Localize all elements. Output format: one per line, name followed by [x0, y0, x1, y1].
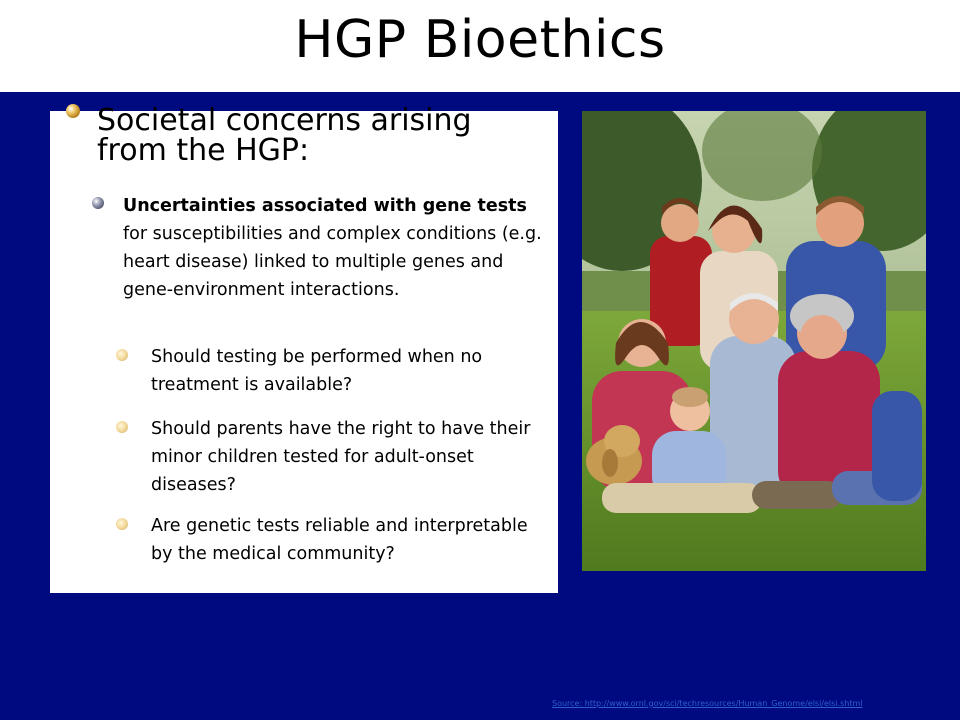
level3-bullet-icon: [116, 421, 128, 433]
level2-bullet-icon: [92, 197, 104, 209]
level3-bullet-icon: [116, 518, 128, 530]
main-point-rest: for susceptibilities and complex conditions (e.g. heart disease) linked to multiple genes and gene-environment interactions.: [123, 224, 542, 300]
question-item: Should testing be performed when no treatment is available?: [151, 347, 483, 395]
main-point: [123, 192, 548, 304]
slide-heading: Societal concerns arising from the HGP:: [97, 103, 472, 168]
question-item: Are genetic tests reliable and interpretable by the medical community?: [151, 516, 528, 564]
title-band: [0, 0, 960, 92]
level1-bullet-icon: [66, 104, 80, 118]
level3-bullet-icon: [116, 349, 128, 361]
question-item: Should parents have the right to have their minor children tested for adult-onset diseases?: [151, 419, 531, 495]
main-point-bold: Uncertainties associated with gene tests: [123, 196, 527, 216]
family-photo: [582, 111, 926, 571]
family-photo-illustration: [582, 111, 926, 571]
slide-title: HGP Bioethics: [294, 10, 666, 70]
source-link[interactable]: Source: http://www.ornl.gov/sci/techresources/Human_Genome/elsi/elsi.shtml: [552, 699, 863, 708]
